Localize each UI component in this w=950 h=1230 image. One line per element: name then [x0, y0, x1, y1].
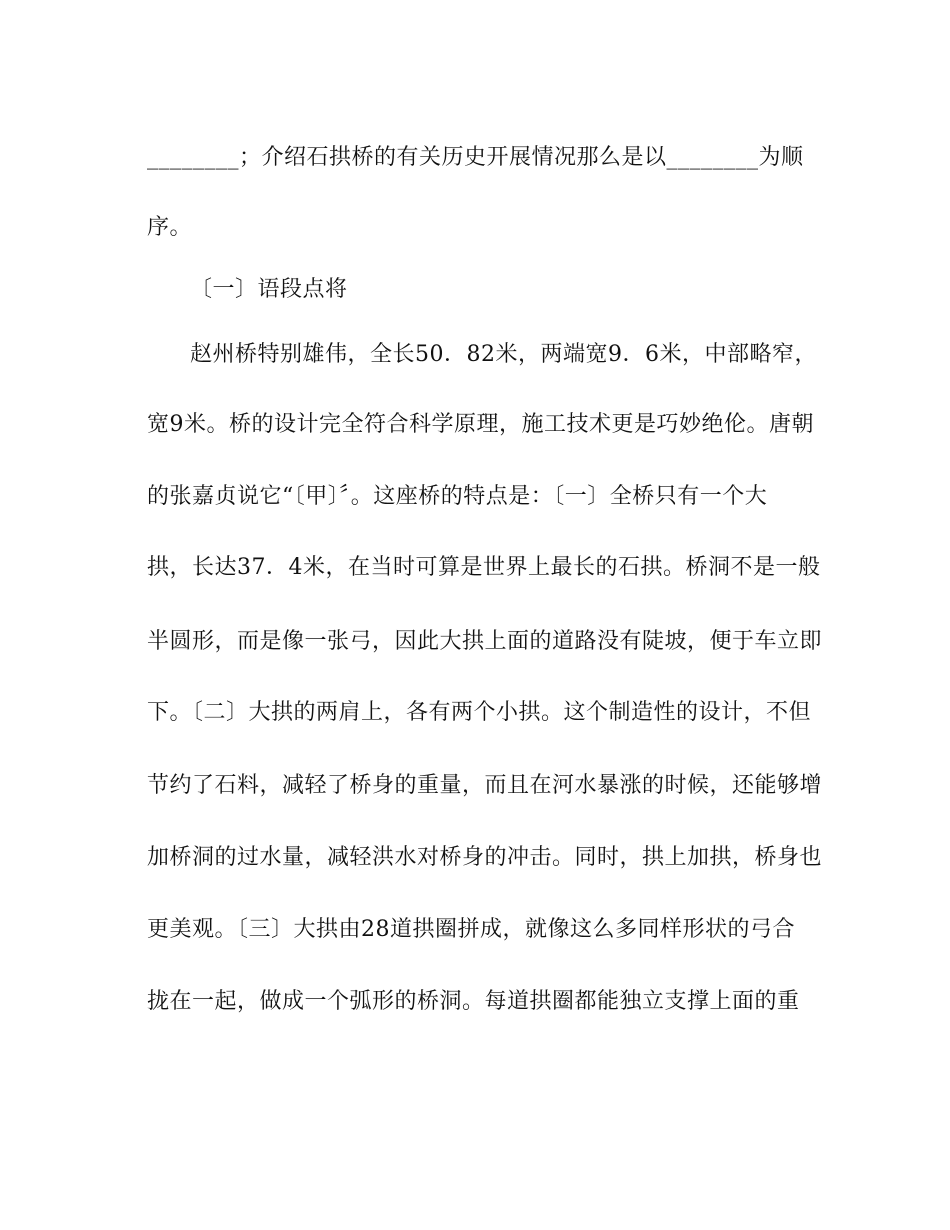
text-line-6: 的张嘉贞说它“〔甲〕〞。这座桥的特点是：〔一〕全桥只有一个大 — [147, 484, 768, 509]
section-heading: 〔一〕语段点将 — [190, 277, 348, 302]
text-line-2: 序。 — [147, 215, 193, 240]
text-line-13: 拢在一起，做成一个弧形的桥洞。每道拱圈都能独立支撑上面的重 — [147, 989, 800, 1014]
text-line-9: 下。〔二〕大拱的两肩上，各有两个小拱。这个制造性的设计，不但 — [147, 700, 812, 725]
text-line-5: 宽9米。桥的设计完全符合科学原理，施工技术更是巧妙绝伦。唐朝 — [147, 412, 814, 437]
text-line-10: 节约了石料，减轻了桥身的重量，而且在河水暴涨的时候，还能够增 — [147, 773, 823, 798]
text-line-11: 加桥洞的过水量，减轻洪水对桥身的冲击。同时，拱上加拱，桥身也 — [147, 845, 823, 870]
text-line-4: 赵州桥特别雄伟，全长50．82米，两端宽9．6米，中部略窄， — [190, 342, 817, 367]
text-line-8: 半圆形，而是像一张弓，因此大拱上面的道路没有陡坡，便于车立即 — [147, 629, 823, 654]
text-line-1: ________；介绍石拱桥的有关历史开展情况那么是以________为顺 — [147, 145, 804, 170]
text-line-12: 更美观。〔三〕大拱由28道拱圈拼成，就像这么多同样形状的弓合 — [147, 917, 795, 942]
text-line-7: 拱，长达37．4米，在当时可算是世界上最长的石拱。桥洞不是一般 — [147, 555, 821, 580]
